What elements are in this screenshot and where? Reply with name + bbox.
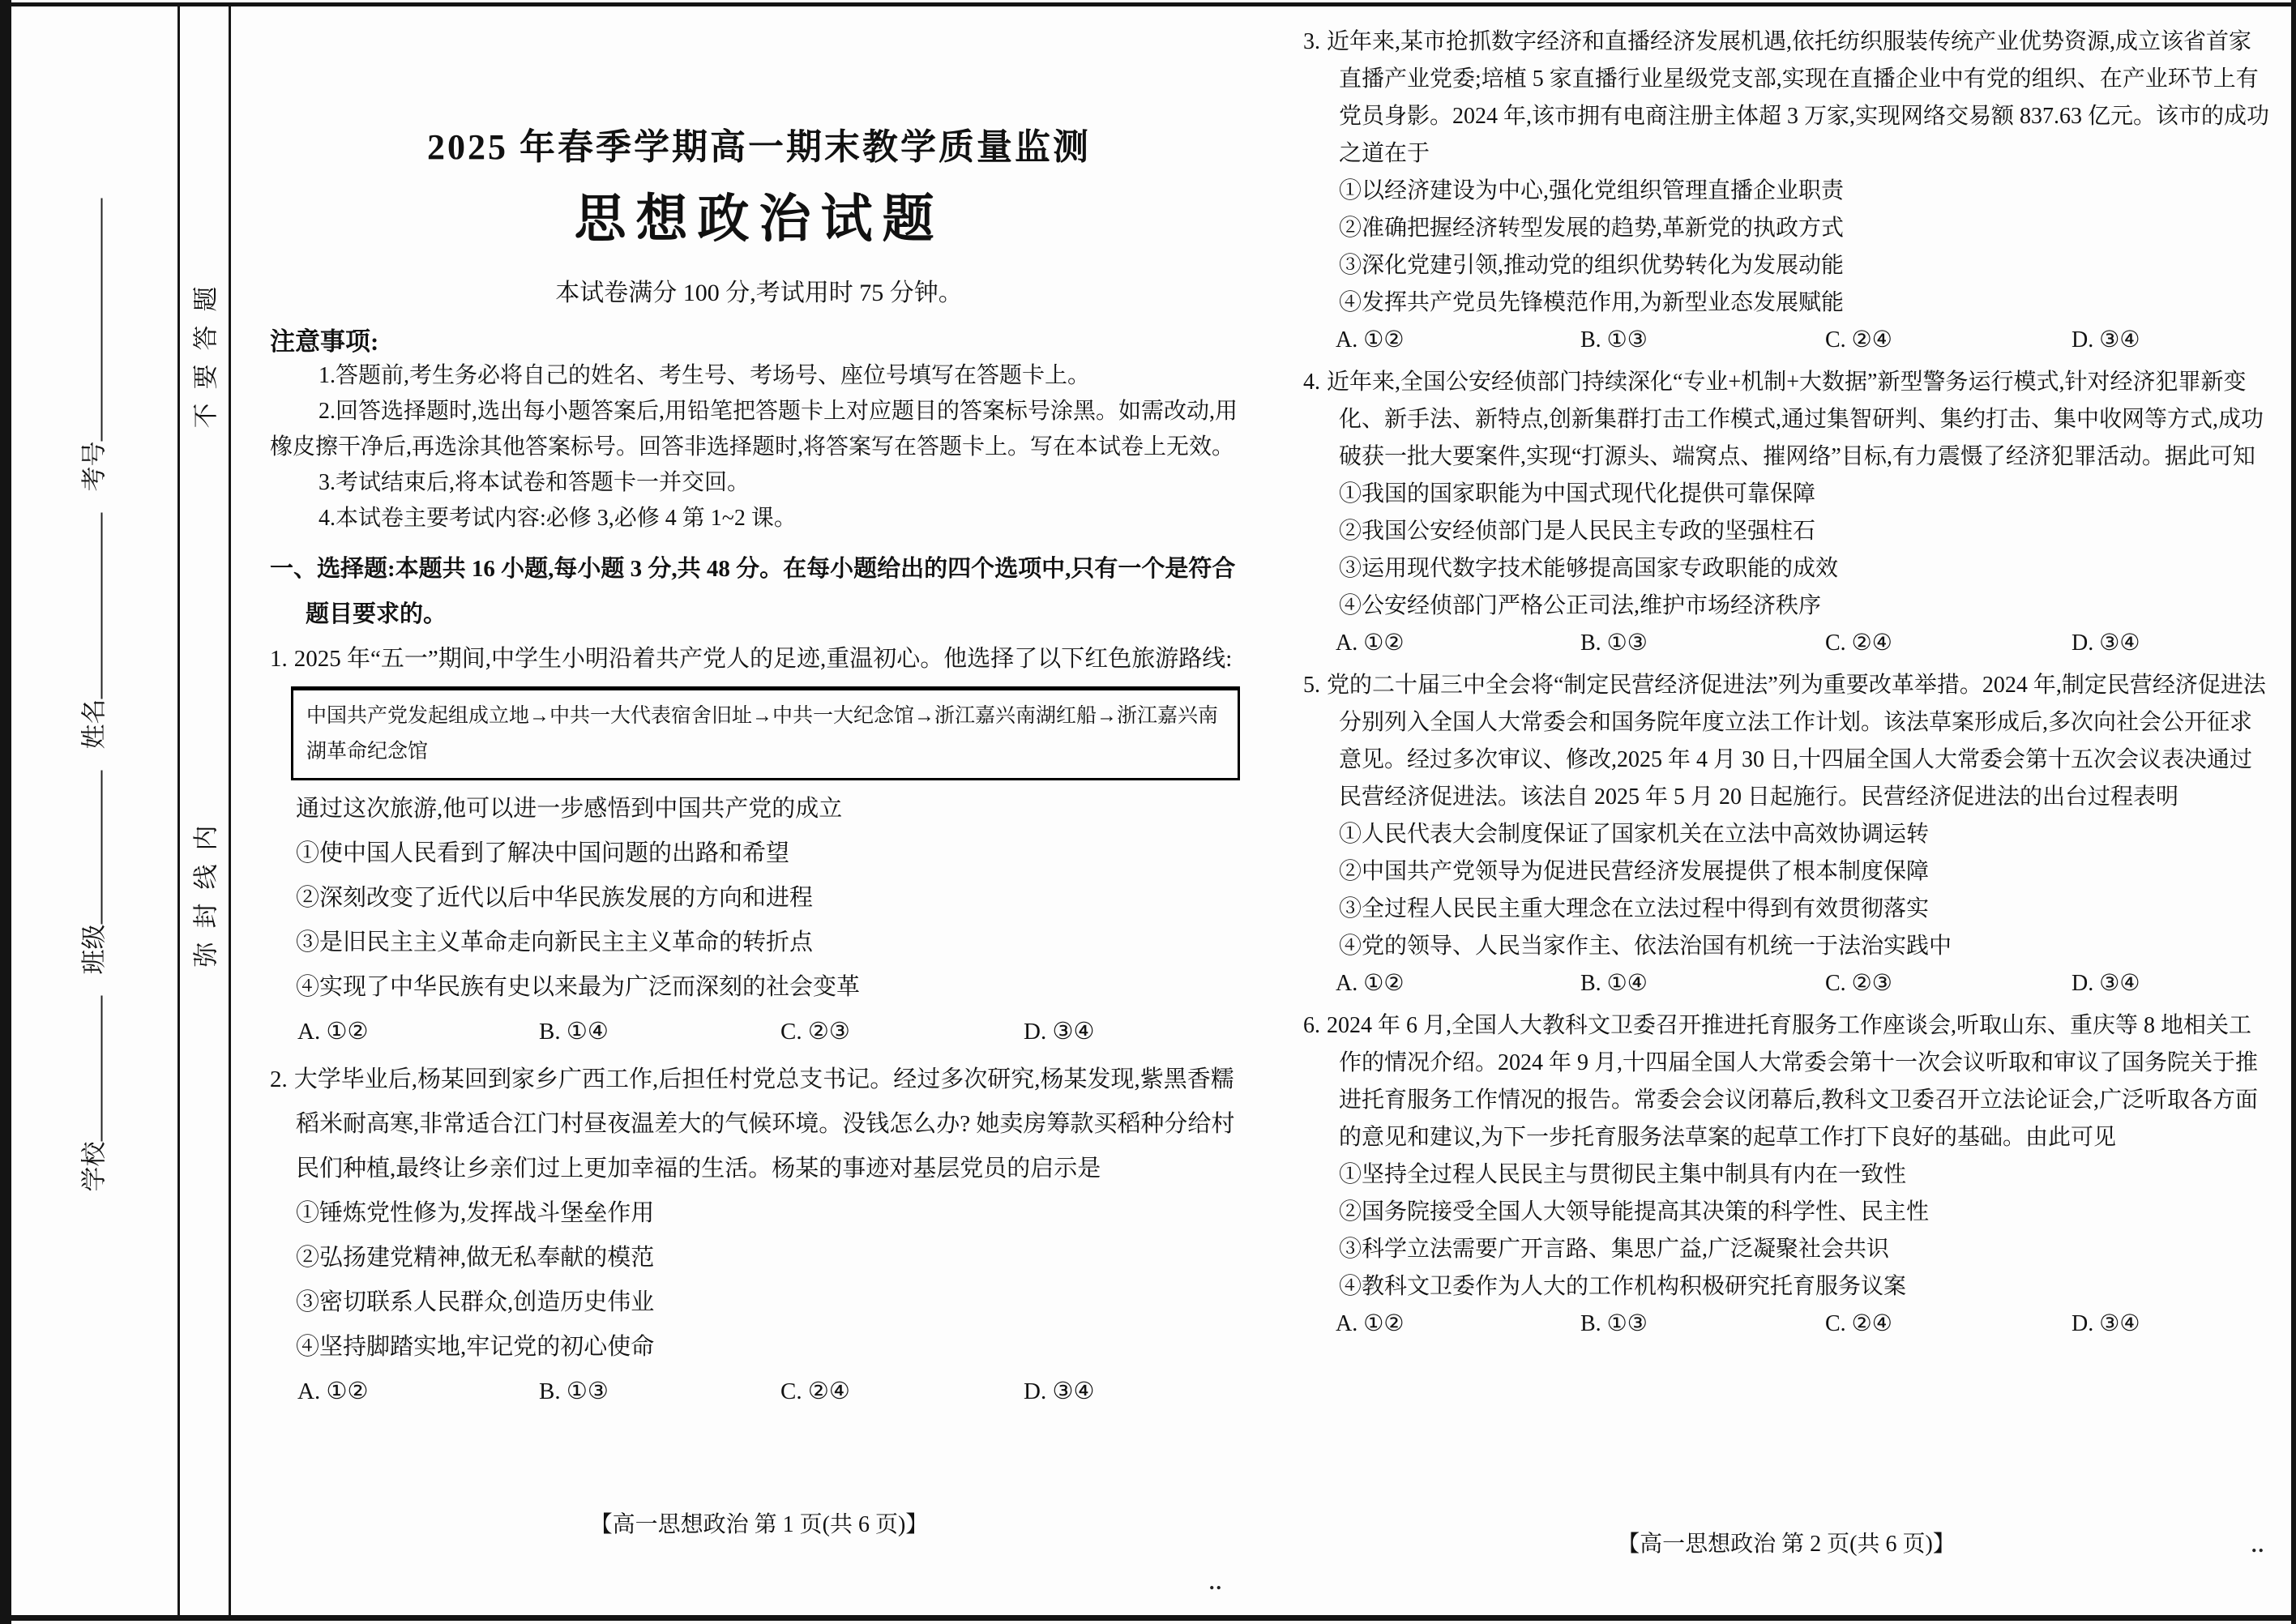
student-info-fields: [74, 189, 110, 1202]
question-6: [1303, 1007, 2269, 1343]
question-2-item-2: ②弘扬建党精神,做无私奉献的模范: [296, 1245, 655, 1271]
question-6-option-d: D. ③④: [2072, 1311, 2140, 1336]
question-2-option-d: D. ③④: [1024, 1378, 1095, 1404]
examno-field-label: 考号: [79, 441, 109, 492]
question-3-option-c: C. ②④: [1825, 327, 1892, 353]
question-4-item-1: ①我国的国家职能为中国式现代化提供可靠保障: [1339, 481, 1816, 506]
question-2-option-b: B. ①③: [539, 1378, 609, 1404]
question-2-option-a: A. ①②: [297, 1378, 369, 1404]
question-6-option-c: C. ②④: [1825, 1311, 1892, 1336]
question-4-item-3: ③运用现代数字技术能够提高国家专政职能的成效: [1339, 556, 1839, 581]
question-5-number: 5.: [1303, 673, 1320, 698]
question-4-number: 4.: [1303, 370, 1320, 395]
question-2-item-1: ①锤炼党性修为,发挥战斗堡垒作用: [296, 1200, 655, 1226]
question-1-stem-continuation: 通过这次旅游,他可以进一步感悟到中国共产党的成立: [296, 796, 843, 822]
question-2-stem-text: 大学毕业后,杨某回到家乡广西工作,后担任村党总支书记。经过多次研究,杨某发现,紫黑香糯稻米耐高寒,非常适合江门村昼夜温差大的气候环境。没钱怎么办? 她卖房筹款买稻种分给村民们种植,最终让乡亲们过上更加幸福的生活。杨某的事迹对基层党员的启示是: [293, 1066, 1235, 1182]
question-2-options: [270, 1370, 1248, 1414]
notice-title: 注意事项:: [270, 327, 379, 356]
notice-item-4: 4.本试卷主要考试内容:必修 3,必修 4 第 1~2 课。: [319, 506, 797, 531]
notice-item-1: 1.答题前,考生务必将自己的姓名、考生号、考场号、座位号填写在答题卡上。: [319, 363, 1091, 388]
question-6-item-4: ④教科文卫委作为人大的工作机构积极研究托育服务议案: [1339, 1274, 1907, 1299]
question-3-item-2: ②准确把握经济转型发展的趋势,革新党的执政方式: [1339, 216, 1845, 241]
question-4-stem: [1303, 364, 2269, 476]
class-blank-line: [77, 771, 103, 925]
seal-caption-lower: 弥封线内: [191, 811, 220, 968]
question-6-item-1: ①坚持全过程人民民主与贯彻民主集中制具有内在一致性: [1339, 1162, 1907, 1187]
question-4-options: [1303, 625, 2269, 662]
question-2-number: 2.: [270, 1066, 288, 1092]
question-5: [1303, 667, 2269, 1002]
question-2-option-c: C. ②④: [780, 1378, 850, 1404]
exam-title: 思想政治试题: [574, 190, 944, 248]
seal-caption-upper: 不要答题: [191, 272, 220, 429]
question-3-item-1: ①以经济建设为中心,强化党组织管理直播企业职责: [1339, 178, 1845, 203]
question-5-option-b: B. ①④: [1580, 971, 1648, 996]
scan-border-bottom: [0, 1615, 2296, 1621]
name-field-label: 姓名: [79, 699, 109, 750]
exam-score-duration: 本试卷满分 100 分,考试用时 75 分钟。: [555, 280, 963, 306]
question-1-number: 1.: [270, 646, 288, 672]
question-3-number: 3.: [1303, 29, 1320, 54]
scan-artifact-dots: ..: [2251, 1533, 2265, 1557]
school-blank-line: [77, 996, 103, 1142]
question-2-item-3: ③密切联系人民群众,创造历史伟业: [296, 1289, 655, 1315]
question-6-option-a: A. ①②: [1336, 1311, 1405, 1336]
question-1-option-a: A. ①②: [297, 1019, 369, 1045]
question-1-options: [270, 1010, 1248, 1054]
page-2-footer: 【高一思想政治 第 2 页(共 6 页)】: [1617, 1532, 1956, 1557]
class-field-label: 班级: [79, 924, 109, 975]
question-3-item-4: ④发挥共产党员先锋模范作用,为新型业态发展赋能: [1339, 290, 1845, 315]
question-6-option-b: B. ①③: [1580, 1311, 1648, 1336]
question-6-stem-text: 2024 年 6 月,全国人大教科文卫委召开推进托育服务工作座谈会,听取山东、重庆等 8 地相关工作的情况介绍。2024 年 9 月,十四届全国人大常委会第十一次会议听取和审议了国务院关于推进托育服务工作情况的报告。常委会会议闭幕后,教科文卫委召开立法论证会,广泛听取各方面的意见和建议,为下一步托育服务法草案的起草工作打下良好的基础。由此可见: [1327, 1013, 2259, 1150]
question-4-option-a: A. ①②: [1336, 630, 1405, 656]
page-1-footer: 【高一思想政治 第 1 页(共 6 页)】: [589, 1512, 929, 1537]
question-5-item-1: ①人民代表大会制度保证了国家机关在立法中高效协调运转: [1339, 822, 1930, 847]
question-6-number: 6.: [1303, 1013, 1320, 1038]
question-3-option-b: B. ①③: [1580, 327, 1648, 353]
question-4-item-4: ④公安经侦部门严格公正司法,维护市场经济秩序: [1339, 593, 1822, 618]
section-1-header: 一、选择题:本题共 16 小题,每小题 3 分,共 48 分。在每小题给出的四个选项中,只有一个是符合题目要求的。: [270, 556, 1236, 627]
question-1-item-3: ③是旧民主主义革命走向新民主主义革命的转折点: [296, 930, 814, 955]
question-3: [1303, 24, 2269, 359]
question-6-item-3: ③科学立法需要广开言路、集思广益,广泛凝聚社会共识: [1339, 1237, 1890, 1262]
question-4-item-2: ②我国公安经侦部门是人民民主专政的坚强柱石: [1339, 519, 1816, 544]
question-3-option-d: D. ③④: [2072, 327, 2140, 353]
page-1-column: [270, 0, 1248, 1537]
question-1-option-b: B. ①④: [539, 1019, 609, 1045]
seal-margin-divider-inner: [177, 6, 180, 1616]
name-blank-line: [77, 513, 103, 699]
question-5-item-4: ④党的领导、人民当家作主、依法治国有机统一于法治实践中: [1339, 934, 1952, 959]
question-6-item-2: ②国务院接受全国人大领导能提高其决策的科学性、民主性: [1339, 1199, 1930, 1224]
question-1-stem-text: 2025 年“五一”期间,中学生小明沿着共产党人的足迹,重温初心。他选择了以下红色旅游路线:: [293, 646, 1233, 672]
question-5-item-2: ②中国共产党领导为促进民营经济发展提供了根本制度保障: [1339, 859, 1930, 884]
question-4-option-c: C. ②④: [1825, 630, 1892, 656]
question-5-item-3: ③全过程人民民主重大理念在立法过程中得到有效贯彻落实: [1339, 896, 1930, 921]
question-4-option-b: B. ①③: [1580, 630, 1648, 656]
question-5-stem: [1303, 667, 2269, 816]
question-4-stem-text: 近年来,全国公安经侦部门持续深化“专业+机制+大数据”新型警务运行模式,针对经济犯罪新变化、新手法、新特点,创新集群打击工作模式,通过集智研判、集约打击、集中收网等方式,成功破获一批大要案件,实现“打源头、端窝点、摧网络”目标,有力震慑了经济犯罪活动。据此可知: [1327, 370, 2264, 469]
question-3-option-a: A. ①②: [1336, 327, 1405, 353]
question-1-item-4: ④实现了中华民族有史以来最为广泛而深刻的社会变革: [296, 974, 861, 1000]
question-4-option-d: D. ③④: [2072, 630, 2140, 656]
question-2-item-4: ④坚持脚踏实地,牢记党的初心使命: [296, 1334, 655, 1360]
question-1-item-1: ①使中国人民看到了解决中国问题的出路和希望: [296, 840, 790, 866]
question-3-options: [1303, 322, 2269, 359]
question-1-option-c: C. ②③: [780, 1019, 850, 1045]
page-2-column: [1303, 0, 2270, 1557]
question-3-item-3: ③深化党建引领,推动党的组织优势转化为发展动能: [1339, 253, 1845, 278]
scan-artifact-dots: ..: [1209, 1571, 1223, 1594]
question-5-option-d: D. ③④: [2072, 971, 2140, 996]
question-5-options: [1303, 965, 2269, 1002]
question-3-stem: [1303, 24, 2269, 173]
question-5-stem-text: 党的二十届三中全会将“制定民营经济促进法”列为重要改革举措。2024 年,制定民营经济促进法分别列入全国人大常委会和国务院年度立法工作计划。该法草案形成后,多次向社会公开征求意见。经过多次审议、修改,2025 年 4 月 30 日,十四届全国人大常委会第十五次会议表决通过民营经济促进法。该法自 2025 年 5 月 20 日起施行。民营经济促进法的出台过程表明: [1327, 673, 2266, 810]
question-4: [1303, 364, 2269, 662]
question-1-route-box: 中国共产党发起组成立地→中共一大代表宿舍旧址→中共一大纪念馆→浙江嘉兴南湖红船→浙江嘉兴南湖革命纪念馆: [291, 686, 1240, 780]
question-2-stem: [270, 1058, 1248, 1191]
question-5-option-a: A. ①②: [1336, 971, 1405, 996]
school-field-label: 学校: [79, 1141, 109, 1192]
question-1-stem: [270, 637, 1248, 682]
exam-session-header: 2025 年春季学期高一期末教学质量监测: [427, 127, 1091, 167]
question-1-item-2: ②深刻改变了近代以后中华民族发展的方向和进程: [296, 885, 814, 911]
scan-border-left: [0, 0, 11, 1624]
notice-item-3: 3.考试结束后,将本试卷和答题卡一并交回。: [319, 470, 750, 495]
question-1-option-d: D. ③④: [1024, 1019, 1095, 1045]
question-1: [270, 637, 1248, 1054]
notice-item-2: 2.回答选择题时,选出每小题答案后,用铅笔把答题卡上对应题目的答案标号涂黑。如需改动,用橡皮擦干净后,再选涂其他答案标号。回答非选择题时,将答案写在答题卡上。写在本试卷上无效。: [270, 399, 1238, 459]
seal-margin-divider-outer: [229, 6, 231, 1616]
question-6-options: [1303, 1306, 2269, 1343]
question-6-stem: [1303, 1007, 2269, 1156]
question-5-option-c: C. ②③: [1825, 971, 1892, 996]
question-3-stem-text: 近年来,某市抢抓数字经济和直播经济发展机遇,依托纺织服装传统产业优势资源,成立该省首家直播产业党委;培植 5 家直播行业星级党支部,实现在直播企业中有党的组织、在产业环节上有党员身影。2024 年,该市拥有电商注册主体超 3 万家,实现网络交易额 837.63 亿元。该市的成功之道在于: [1327, 29, 2270, 166]
examno-blank-line: [77, 199, 103, 442]
question-2: [270, 1058, 1248, 1414]
scan-border-right: [2291, 0, 2296, 1624]
